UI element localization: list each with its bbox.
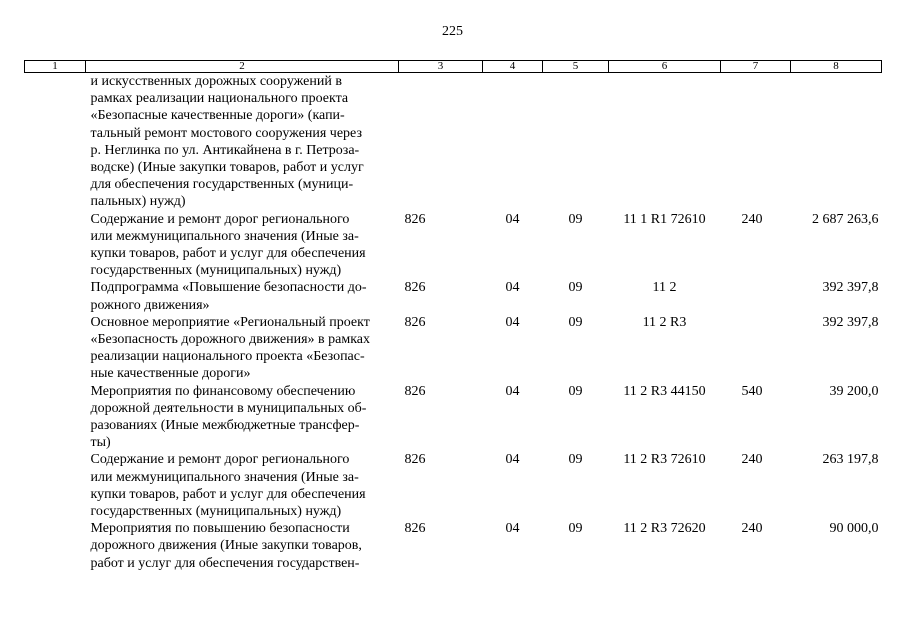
description-line: купки товаров, работ и услуг для обеспечения xyxy=(90,486,366,502)
cell-ministry-code: 826 xyxy=(404,452,426,468)
cell-ministry-code: 826 xyxy=(404,211,426,227)
description-line: Содержание и ремонт дорог регионального xyxy=(90,452,350,468)
cell-description xyxy=(86,279,399,313)
cell-subsection: 09 xyxy=(568,211,583,227)
cell-description xyxy=(86,451,399,520)
table-row xyxy=(25,383,882,452)
description-line: «Безопасность дорожного движения» в рамках xyxy=(90,332,371,348)
cell-section: 04 xyxy=(505,383,520,399)
description-line: Содержание и ремонт дорог регионального xyxy=(90,211,350,227)
description-line: «Безопасные качественные дороги» (капи- xyxy=(90,108,345,124)
cell-amount xyxy=(791,73,882,211)
cell-target-article: 11 2 R3 xyxy=(642,314,687,330)
cell-number xyxy=(25,73,86,211)
table-row xyxy=(25,279,882,313)
cell-section: 04 xyxy=(505,314,520,330)
cell-subsection: 09 xyxy=(568,521,583,537)
cell-expense-type: 540 xyxy=(741,383,763,399)
cell-section: 04 xyxy=(505,211,520,227)
description-line: тальный ремонт мостового сооружения через xyxy=(90,125,362,141)
cell-target-article: 11 2 R3 72620 xyxy=(623,521,706,537)
cell-target-article: 11 2 R3 44150 xyxy=(623,383,706,399)
cell-target-article: 11 2 R3 72610 xyxy=(623,452,706,468)
cell-number xyxy=(25,383,86,452)
cell-expense-type xyxy=(721,73,791,211)
cell-target-article: 11 2 xyxy=(652,280,677,296)
cell-ministry-code xyxy=(399,73,483,211)
cell-expense-type: 240 xyxy=(741,521,763,537)
cell-amount: 39 200,0 xyxy=(829,383,879,399)
cell-section: 04 xyxy=(505,521,520,537)
cell-ministry-code: 826 xyxy=(404,280,426,296)
description-line: для обеспечения государственных (муници- xyxy=(90,177,354,193)
cell-amount: 263 197,8 xyxy=(822,452,879,468)
description-line: Мероприятия по повышению безопасности xyxy=(90,521,350,537)
cell-number xyxy=(25,520,86,572)
page-number: 225 xyxy=(442,24,463,39)
description-line: пальных) нужд) xyxy=(90,194,186,210)
column-header: 4 xyxy=(483,61,543,73)
description-line: государственных (муниципальных) нужд) xyxy=(90,263,342,279)
cell-subsection: 09 xyxy=(568,280,583,296)
column-header: 7 xyxy=(721,61,791,73)
cell-amount: 2 687 263,6 xyxy=(812,211,879,227)
cell-number xyxy=(25,451,86,520)
description-line: рамках реализации национального проекта xyxy=(90,91,349,107)
cell-description xyxy=(86,314,399,383)
description-line: и искусственных дорожных сооружений в xyxy=(90,74,342,89)
description-line: Основное мероприятие «Региональный проект xyxy=(90,314,370,330)
description-line: или межмуниципального значения (Иные за- xyxy=(90,228,359,244)
column-header: 5 xyxy=(543,61,609,73)
description-line: работ и услуг для обеспечения государствен- xyxy=(90,555,360,571)
cell-subsection: 09 xyxy=(568,383,583,399)
cell-section xyxy=(483,73,543,211)
description-line: ты) xyxy=(90,435,111,451)
cell-ministry-code: 826 xyxy=(404,521,426,537)
column-header: 3 xyxy=(399,61,483,73)
description-line: государственных (муниципальных) нужд) xyxy=(90,504,342,520)
table-row xyxy=(25,520,882,572)
cell-ministry-code: 826 xyxy=(404,383,426,399)
description-line: Подпрограмма «Повышение безопасности до- xyxy=(90,280,367,296)
table-row xyxy=(25,211,882,280)
description-line: р. Неглинка по ул. Антикайнена в г. Петроза- xyxy=(90,142,360,158)
header-row xyxy=(25,61,882,73)
cell-number xyxy=(25,279,86,313)
column-header: 1 xyxy=(25,61,86,73)
table-row xyxy=(25,73,882,211)
description-line: водске) (Иные закупки товаров, работ и услуг xyxy=(90,160,364,176)
cell-subsection xyxy=(543,73,609,211)
cell-description xyxy=(86,383,399,452)
cell-subsection: 09 xyxy=(568,314,583,330)
cell-description xyxy=(86,73,399,211)
table-row xyxy=(25,314,882,383)
column-header: 2 xyxy=(86,61,399,73)
cell-amount: 392 397,8 xyxy=(822,314,879,330)
cell-number xyxy=(25,211,86,280)
description-line: Мероприятия по финансовому обеспечению xyxy=(90,383,356,399)
cell-section: 04 xyxy=(505,280,520,296)
cell-expense-type xyxy=(721,314,791,383)
cell-target-article xyxy=(609,73,721,211)
description-line: разованиях (Иные межбюджетные трансфер- xyxy=(90,418,360,434)
description-line: купки товаров, работ и услуг для обеспечения xyxy=(90,246,366,262)
column-header: 8 xyxy=(791,61,882,73)
budget-table xyxy=(24,60,882,572)
cell-ministry-code: 826 xyxy=(404,314,426,330)
description-line: дорожной деятельности в муниципальных об- xyxy=(90,400,367,416)
column-header: 6 xyxy=(609,61,721,73)
cell-description xyxy=(86,211,399,280)
cell-expense-type: 240 xyxy=(741,452,763,468)
cell-number xyxy=(25,314,86,383)
cell-description xyxy=(86,520,399,572)
cell-expense-type: 240 xyxy=(741,211,763,227)
cell-section: 04 xyxy=(505,452,520,468)
description-line: или межмуниципального значения (Иные за- xyxy=(90,469,359,485)
table-row xyxy=(25,451,882,520)
description-line: рожного движения» xyxy=(90,297,210,313)
cell-amount: 392 397,8 xyxy=(822,280,879,296)
description-line: дорожного движения (Иные закупки товаров, xyxy=(90,538,362,554)
table-body xyxy=(25,73,882,572)
cell-amount: 90 000,0 xyxy=(829,521,879,537)
cell-expense-type xyxy=(721,279,791,313)
description-line: реализации национального проекта «Безопас- xyxy=(90,349,365,365)
cell-target-article: 11 1 R1 72610 xyxy=(623,211,706,227)
description-line: ные качественные дороги» xyxy=(90,366,251,382)
cell-subsection: 09 xyxy=(568,452,583,468)
